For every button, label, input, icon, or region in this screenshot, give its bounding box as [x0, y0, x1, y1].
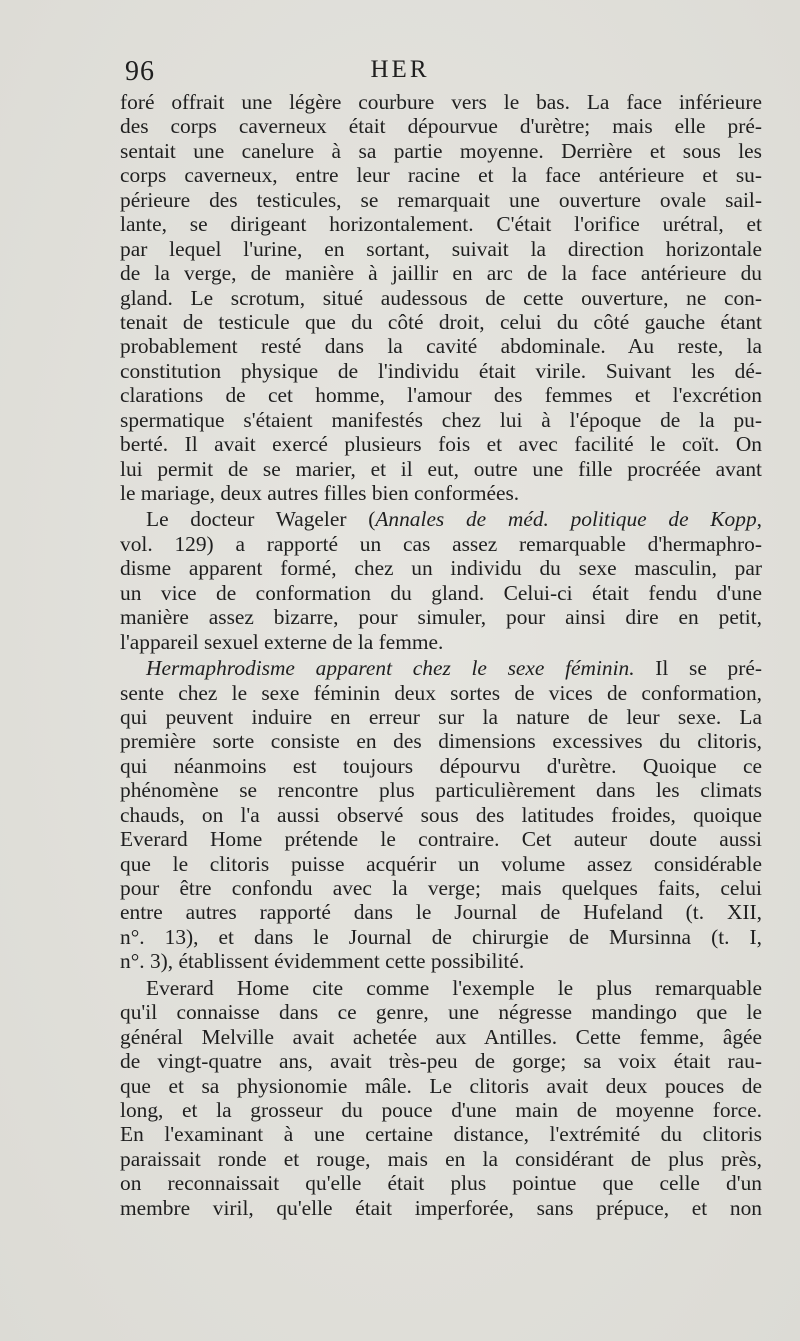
- text-line: périeure des testicules, se remarquait une ouverture ovale sail-: [120, 187, 762, 212]
- text-line: n°. 3), établissent évidemment cette possibilité.: [120, 949, 525, 974]
- text-line: long, et la grosseur du pouce d'une main de moyenne force.: [120, 1097, 762, 1122]
- text-line: n°. 13), et dans le Journal de chirurgie de Mursinna (t. I,: [120, 924, 762, 949]
- text-line: spermatique s'étaient manifestés chez lui à l'époque de la pu-: [120, 407, 762, 432]
- text-line: corps caverneux, entre leur racine et la face antérieure et su-: [120, 163, 762, 188]
- body-text: [120, 90, 762, 1220]
- paragraph: [120, 507, 762, 654]
- paragraph: [120, 976, 762, 1220]
- text-line: pour être confondu avec la verge; mais quelques faits, celui: [120, 876, 762, 900]
- text-line: un vice de conformation du gland. Celui-ci était fendu d'une: [120, 580, 762, 605]
- text-line: lante, se dirigeant horizontalement. C'était l'orifice urétral, et: [120, 212, 762, 237]
- text-line: constitution physique de l'individu était virile. Suivant les dé-: [120, 358, 762, 383]
- text-line: sentait une canelure à sa partie moyenne. Derrière et sous les: [120, 138, 762, 163]
- text-line: par lequel l'urine, en sortant, suivait la direction horizontale: [120, 236, 762, 261]
- text-line: Everard Home prétende le contraire. Cet auteur doute aussi: [120, 827, 762, 852]
- text-line: tenait de testicule que du côté droit, celui du côté gauche étant: [120, 309, 762, 334]
- paragraph: [120, 656, 762, 974]
- text-line: que le clitoris puisse acquérir un volume assez considérable: [120, 851, 762, 876]
- text-line: première sorte consiste en des dimensions excessives du clitoris,: [120, 729, 762, 754]
- page-number: 96: [125, 56, 155, 87]
- running-head: HER: [370, 56, 430, 83]
- text-line: vol. 129) a rapporté un cas assez remarquable d'hermaphro-: [120, 531, 762, 556]
- text-line: que et sa physionomie mâle. Le clitoris avait deux pouces de: [120, 1073, 762, 1098]
- text-line: En l'examinant à une certaine distance, l'extrémité du clitoris: [120, 1122, 762, 1147]
- text-line: phénomène se rencontre plus particulièrement dans les climats: [120, 778, 762, 803]
- text-line: sente chez le sexe féminin deux sortes de vices de conformation,: [120, 680, 762, 705]
- paragraph: [120, 90, 762, 505]
- text-line: on reconnaissait qu'elle était plus pointue que celle d'un: [120, 1171, 762, 1196]
- text-line: chauds, on l'a aussi observé sous des latitudes froides, quoique: [120, 802, 762, 827]
- text-line: de la verge, de manière à jaillir en arc de la face antérieure du: [120, 261, 762, 286]
- text-line: l'appareil sexuel externe de la femme.: [120, 629, 444, 654]
- text-line: Everard Home cite comme l'exemple le plus remarquable: [146, 975, 762, 1000]
- text-line: qui néanmoins est toujours dépourvu d'urètre. Quoique ce: [120, 753, 762, 778]
- text-line: Le docteur Wageler (Annales de méd. politique de Kopp,: [146, 507, 763, 532]
- text-line: gland. Le scrotum, situé audessous de cette ouverture, ne con-: [120, 285, 762, 310]
- text-line: qui peuvent induire en erreur sur la nature de leur sexe. La: [120, 704, 762, 729]
- text-line: lui permit de se marier, et il eut, outre une fille procréée avant: [120, 456, 762, 481]
- text-line: probablement resté dans la cavité abdominale. Au reste, la: [120, 334, 762, 359]
- text-line: manière assez bizarre, pour simuler, pour ainsi dire en petit,: [120, 605, 762, 630]
- text-line: entre autres rapporté dans le Journal de Hufeland (t. XII,: [120, 900, 762, 925]
- text-line: Hermaphrodisme apparent chez le sexe féminin. Il se pré-: [146, 656, 762, 681]
- text-line: le mariage, deux autres filles bien conformées.: [120, 481, 520, 505]
- text-line: qu'il connaisse dans ce genre, une négresse mandingo que le: [120, 1000, 762, 1025]
- page-header: [0, 56, 800, 92]
- text-line: disme apparent formé, chez un individu du sexe masculin, par: [120, 556, 762, 581]
- text-line: foré offrait une légère courbure vers le bas. La face inférieure: [120, 90, 762, 114]
- text-line: clarations de cet homme, l'amour des femmes et l'excrétion: [120, 383, 762, 408]
- text-line: de vingt-quatre ans, avait très-peu de gorge; sa voix était rau-: [120, 1049, 762, 1074]
- text-line: paraissait ronde et rouge, mais en la considérant de plus près,: [120, 1146, 762, 1171]
- text-line: berté. Il avait exercé plusieurs fois et avec facilité le coït. On: [120, 432, 762, 457]
- text-line: membre viril, qu'elle était imperforée, sans prépuce, et non: [120, 1195, 762, 1220]
- text-line: général Melville avait achetée aux Antilles. Cette femme, âgée: [120, 1024, 762, 1049]
- text-line: des corps caverneux était dépourvue d'urètre; mais elle pré-: [120, 114, 762, 139]
